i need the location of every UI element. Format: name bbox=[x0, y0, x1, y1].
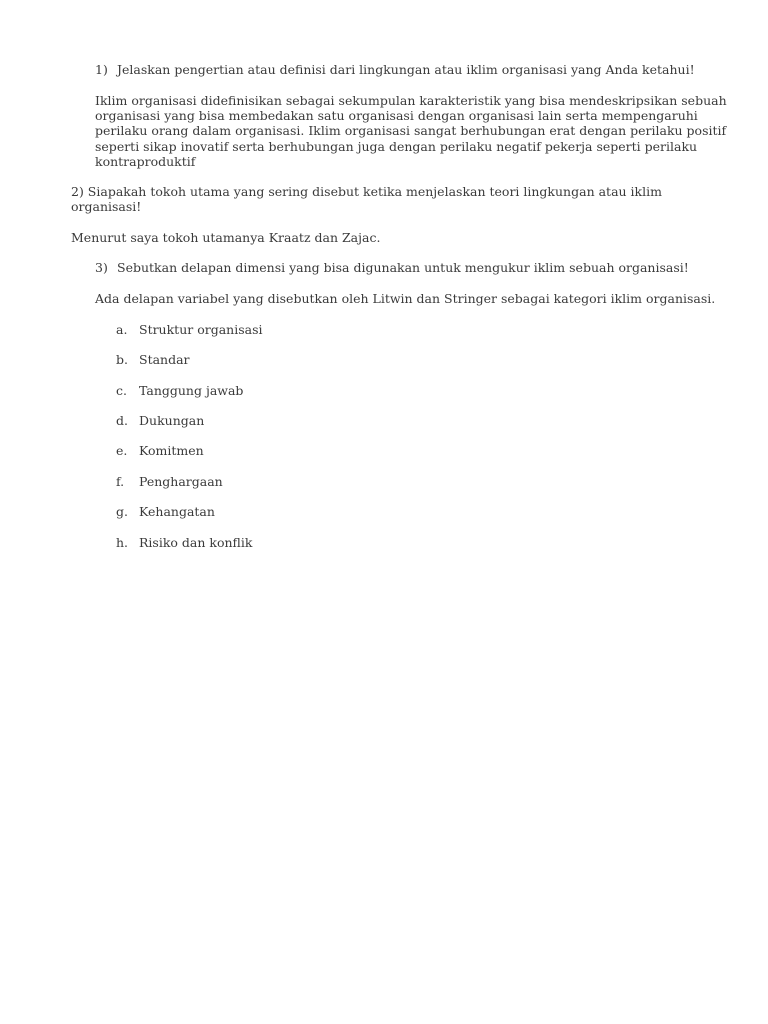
list-item bbox=[116, 474, 223, 489]
question-2 bbox=[71, 184, 661, 214]
answer-1 bbox=[95, 93, 727, 169]
list-item bbox=[116, 352, 190, 367]
list-item-text: Risiko dan konflik bbox=[139, 535, 253, 550]
answer-1-line: seperti sikap inovatif serta berhubungan juga dengan perilaku negatif pekerja seperti perilaku bbox=[95, 138, 698, 154]
list-item-letter: b. bbox=[116, 352, 128, 367]
list-item-text: Dukungan bbox=[139, 413, 205, 428]
list-item-text: Struktur organisasi bbox=[139, 322, 263, 337]
question-1-number: 1) bbox=[95, 62, 108, 77]
list-item bbox=[116, 322, 263, 337]
list-item-text: Kehangatan bbox=[139, 504, 215, 519]
question-2-line: organisasi! bbox=[71, 199, 142, 215]
list-item bbox=[116, 383, 243, 398]
list-item-letter: g. bbox=[116, 504, 128, 519]
list-item-letter: a. bbox=[116, 322, 128, 337]
list-item-text: Penghargaan bbox=[139, 474, 223, 489]
list-item-letter: d. bbox=[116, 413, 128, 428]
question-3-text: Sebutkan delapan dimensi yang bisa digunakan untuk mengukur iklim sebuah organisasi! bbox=[117, 260, 689, 275]
list-item bbox=[116, 535, 252, 550]
list-item bbox=[116, 413, 204, 428]
question-3-number: 3) bbox=[95, 260, 108, 275]
question-1-text: Jelaskan pengertian atau definisi dari lingkungan atau iklim organisasi yang Anda ketahui! bbox=[117, 62, 695, 77]
list-item bbox=[116, 504, 215, 519]
list-item-text: Standar bbox=[139, 352, 190, 367]
answer-2: Menurut saya tokoh utamanya Kraatz dan Zajac. bbox=[71, 230, 381, 245]
answer-3: Ada delapan variabel yang disebutkan oleh Litwin dan Stringer sebagai kategori iklim organisasi. bbox=[95, 291, 716, 306]
list-item bbox=[116, 443, 204, 458]
list-item-text: Komitmen bbox=[139, 443, 204, 458]
answer-1-line: organisasi yang bisa membedakan satu organisasi dengan organisasi lain serta mempengaruhi bbox=[95, 108, 698, 124]
list-item-letter: c. bbox=[116, 383, 127, 398]
answer-1-line: Iklim organisasi didefinisikan sebagai sekumpulan karakteristik yang bisa mendeskripsikan sebuah bbox=[95, 93, 727, 108]
list-item-letter: h. bbox=[116, 535, 129, 550]
question-2-line: 2) Siapakah tokoh utama yang sering disebut ketika menjelaskan teori lingkungan atau iklim bbox=[71, 184, 662, 199]
list-item-letter: f. bbox=[116, 474, 125, 489]
answer-1-line: kontraproduktif bbox=[95, 153, 196, 169]
list-item-letter: e. bbox=[116, 443, 128, 458]
list-item-text: Tanggung jawab bbox=[139, 383, 244, 398]
answer-1-line: perilaku orang dalam organisasi. Iklim organisasi sangat berhubungan erat dengan perilaku positif bbox=[95, 123, 727, 139]
